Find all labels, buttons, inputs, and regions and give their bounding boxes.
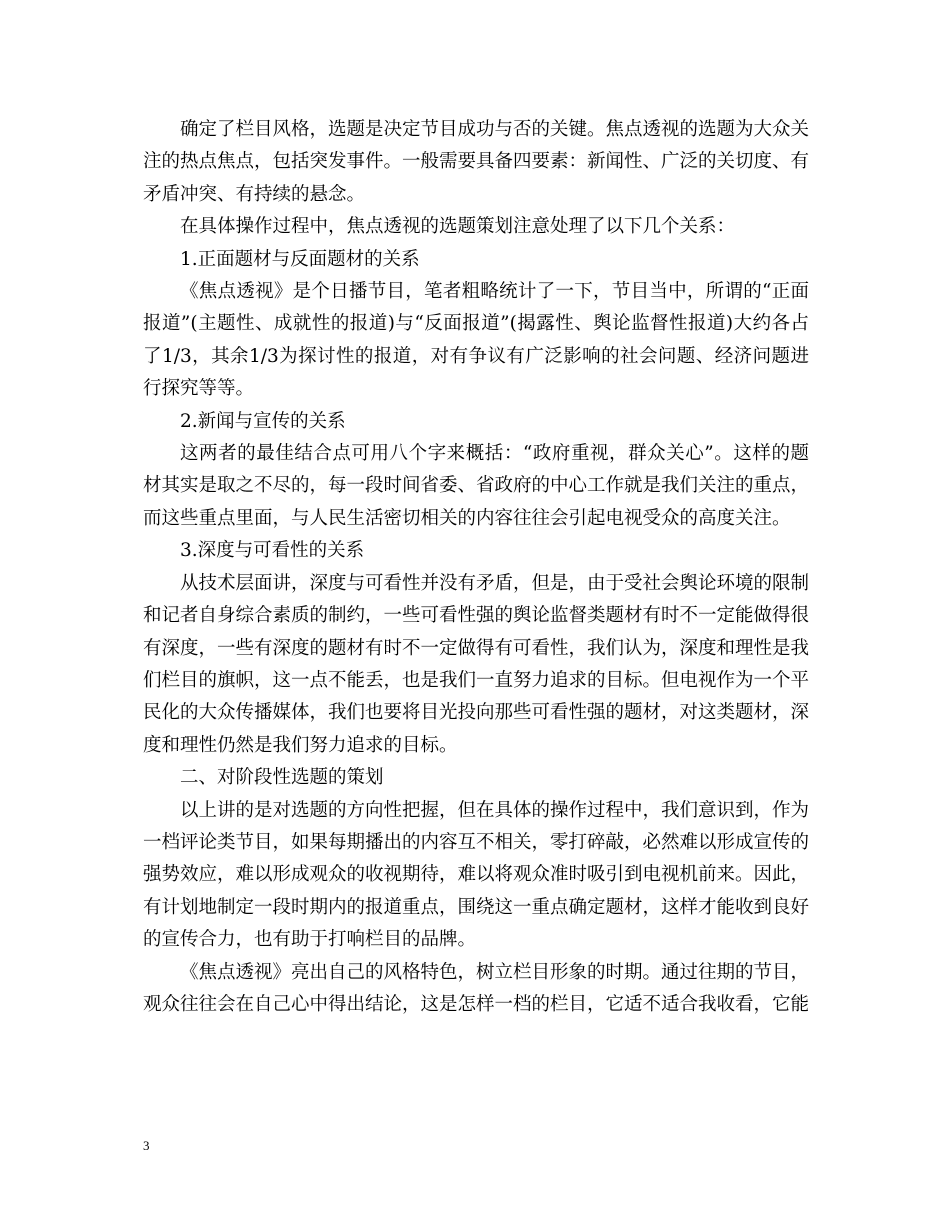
heading-positive-negative: 1.正面题材与反面题材的关系 — [180, 248, 420, 270]
paragraph-phased-topics: 以上讲的是对选题的方向性把握，但在具体的操作过程中，我们意识到，作为一档评论类节目，如果每期播出的内容互不相关，零打碎敲，必然难以形成宣传的强势效应，难以形成观众的收视期待，难以将观众准时吸引到电视机前来。因此，有计划地制定一段时期内的报道重点，围绕这一重点确定题材，这样才能收到良好的宣传合力，也有助于打响栏目的品牌。 — [143, 799, 810, 951]
paragraph-depth-watchability: 从技术层面讲，深度与可看性并没有矛盾，但是，由于受社会舆论环境的限制和记者自身综合素质的制约，一些可看性强的舆论监督类题材有时不一定能做得很有深度，一些有深度的题材有时不一定做得有可看性，我们认为，深度和理性是我们栏目的旗帜，这一点不能丢，也是我们一直努力追求的目标。但电视作为一个平民化的大众传播媒体，我们也要将目光投向那些可看性强的题材，对这类题材，深度和理性仍然是我们努力追求的目标。 — [143, 572, 810, 756]
heading-depth-watchability: 3.深度与可看性的关系 — [180, 540, 365, 562]
paragraph-column-image: 《焦点透视》亮出自己的风格特色，树立栏目形象的时期。通过往期的节目，观众往往会在自己心中得出结论，这是怎样一档的栏目，它适不适合我收看，它能 — [143, 961, 810, 1015]
paragraph-positive-negative: 《焦点透视》是个日播节目，笔者粗略统计了一下，节目当中，所谓的“正面报道”(主题性、成就性的报道)与“反面报道”(揭露性、舆论监督性报道)大约各占了1/3，其余1/3为探讨性的报道，对有争议有广泛影响的社会问题、经济问题进行探究等等。 — [143, 281, 809, 400]
paragraph-topic-selection: 确定了栏目风格，选题是决定节目成功与否的关键。焦点透视的选题为大众关注的热点焦点，包括突发事件。一般需要具备四要素：新闻性、广泛的关切度、有矛盾冲突、有持续的悬念。 — [143, 119, 810, 205]
paragraph-relationships-intro: 在具体操作过程中，焦点透视的选题策划注意处理了以下几个关系： — [180, 216, 736, 238]
heading-news-propaganda: 2.新闻与宣传的关系 — [180, 410, 346, 432]
page-number: 3 — [143, 1138, 150, 1153]
heading-phased-topics: 二、对阶段性选题的策划 — [180, 767, 384, 789]
body-text — [143, 114, 809, 1021]
paragraph-news-propaganda: 这两者的最佳结合点可用八个字来概括：“政府重视，群众关心”。这样的题材其实是取之不尽的，每一段时间省委、省政府的中心工作就是我们关注的重点，而这些重点里面，与人民生活密切相关的内容往往会引起电视受众的高度关注。 — [143, 443, 810, 529]
